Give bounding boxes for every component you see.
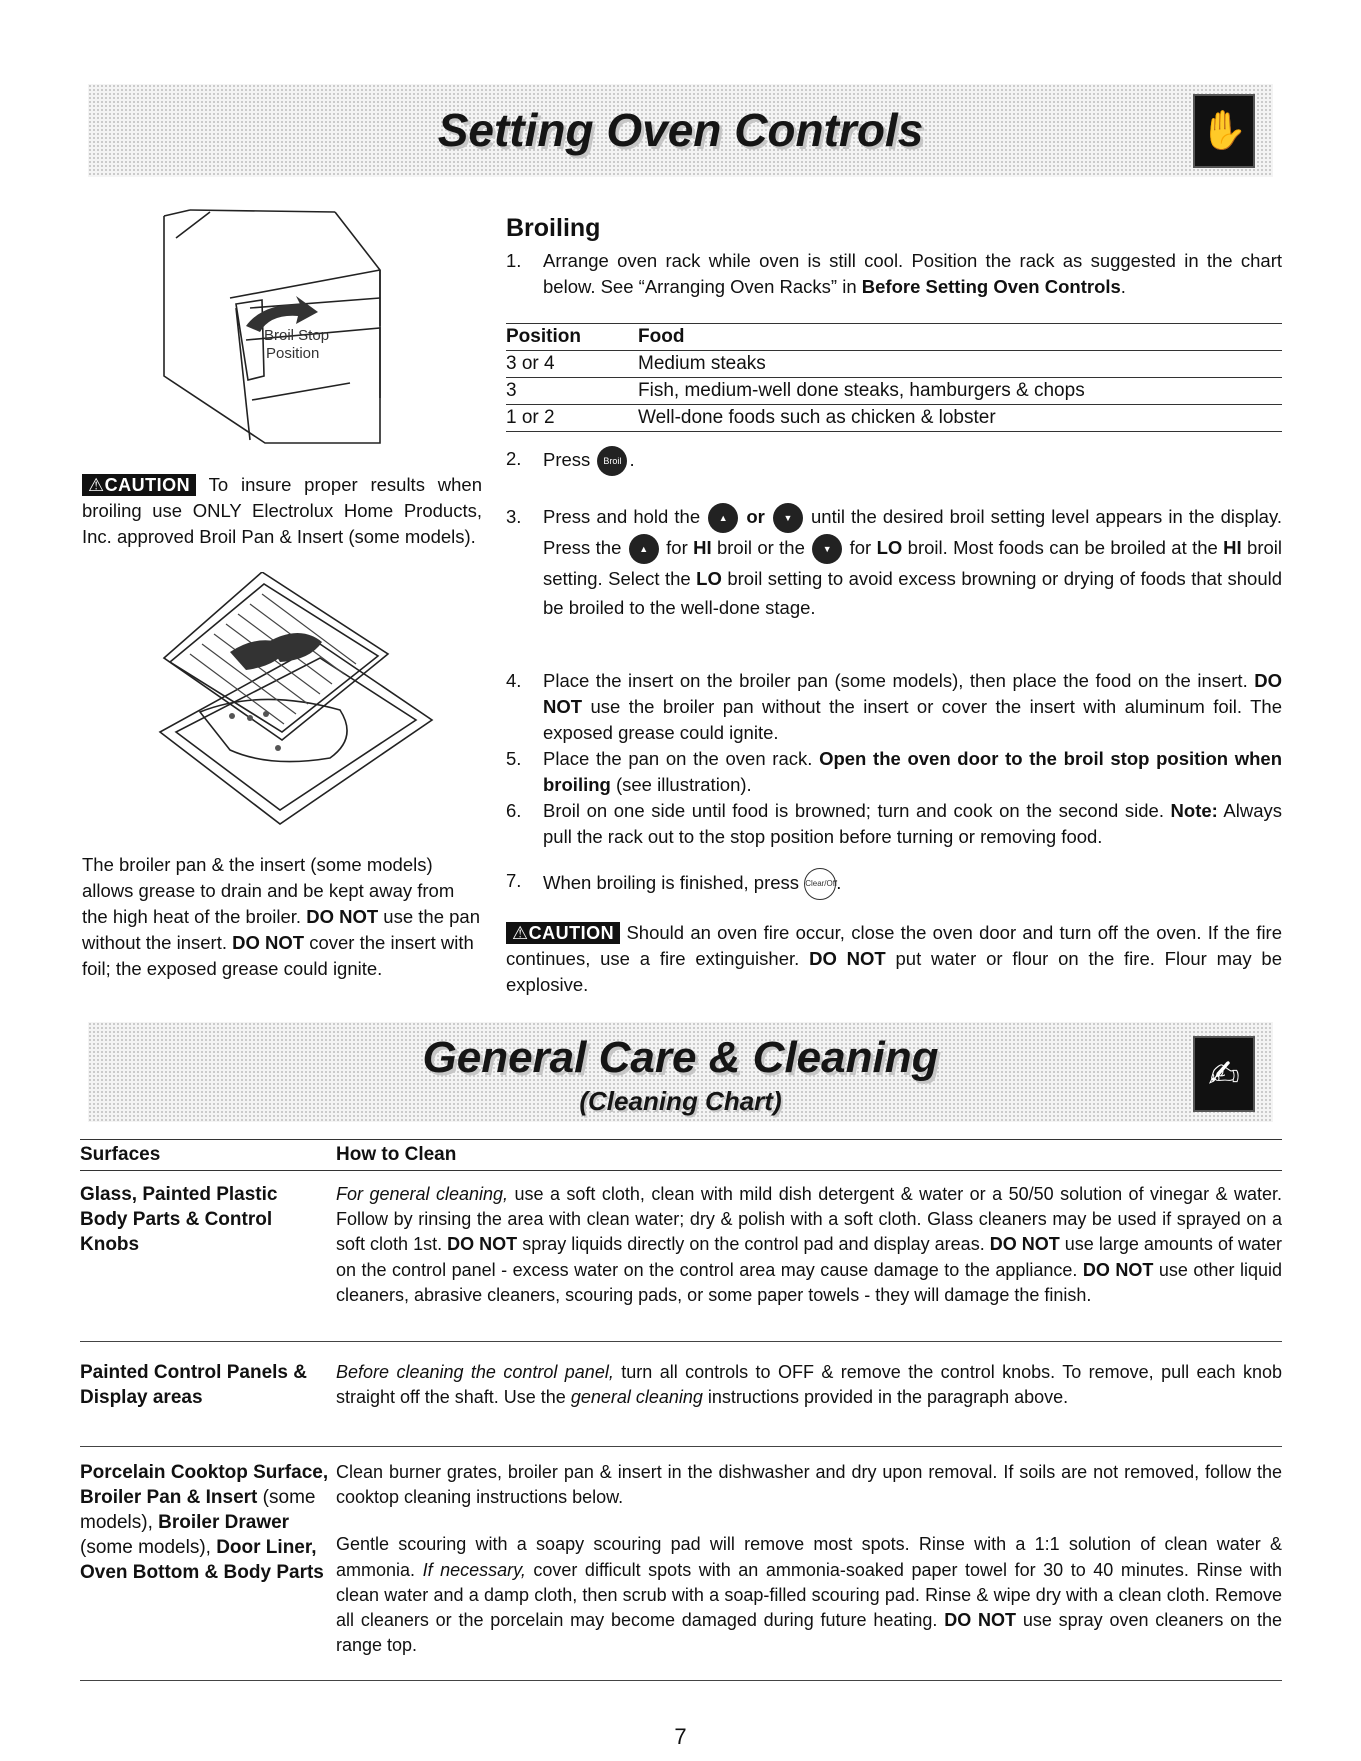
- surface-cell: Painted Control Panels & Display areas: [80, 1362, 307, 1408]
- step-text: Broil on one side until food is browned; turn and cook on the second side.: [543, 800, 1171, 821]
- section-banner-general-care: [88, 1022, 1273, 1122]
- row-divider: [80, 1341, 1282, 1342]
- table-header-row: [506, 324, 1282, 351]
- step-text: use the broiler pan without the insert or cover the insert with aluminum foil. The exposed grease could ignite.: [543, 696, 1282, 743]
- cell-emphasis: DO NOT: [989, 1234, 1060, 1255]
- step-emphasis: HI: [693, 537, 712, 559]
- cell-emphasis: For general cleaning,: [336, 1184, 509, 1204]
- step-text: Press: [543, 448, 591, 470]
- step-emphasis: LO: [696, 568, 722, 590]
- step-text: broil or the: [716, 537, 805, 559]
- caution-badge: ⚠CAUTION: [506, 922, 620, 944]
- caution-text: put water or flour on the fire. Flour may be explosive.: [506, 948, 1282, 995]
- broiler-pan-note: [82, 852, 482, 982]
- food-cell: Medium steaks: [638, 351, 1282, 378]
- step-number: 3.: [506, 506, 522, 527]
- how-to-clean-cell: [336, 1182, 1282, 1308]
- broil-stop-label: Broil Stop: [264, 327, 330, 344]
- cell-text: Broiler Drawer: [158, 1512, 290, 1533]
- step-number: 2.: [506, 448, 522, 469]
- caution-oven-fire: [506, 920, 1282, 998]
- broiling-step-1: [506, 248, 1282, 300]
- step-text: broil. Most foods can be broiled at the: [907, 537, 1218, 559]
- position-cell: 3: [506, 378, 638, 405]
- cell-text: instructions provided in the paragraph above.: [702, 1387, 1069, 1408]
- caution-badge-label: CAUTION: [104, 475, 191, 495]
- column-header-surfaces: Surfaces: [80, 1144, 161, 1165]
- note-emphasis: DO NOT: [306, 906, 379, 927]
- cell-text: (some models),: [80, 1537, 217, 1558]
- position-cell: 3 or 4: [506, 351, 638, 378]
- cell-paragraph: [336, 1532, 1282, 1658]
- step-emphasis: HI: [1223, 537, 1242, 559]
- row-divider: [80, 1446, 1282, 1447]
- step-text: broil setting to avoid excess browning or drying of foods that should be broiled to the well-done stage.: [543, 568, 1283, 619]
- step-emphasis: Note:: [1170, 800, 1218, 821]
- table-row: [506, 351, 1282, 378]
- section-subtitle: (Cleaning Chart): [579, 1086, 782, 1116]
- cell-text: spray liquids directly on the control pad and display areas.: [517, 1234, 990, 1255]
- surface-cell: [80, 1460, 330, 1585]
- step-emphasis: LO: [876, 537, 903, 559]
- cell-text: use other liquid cleaners, abrasive cleaners, scouring pads, or some paper towels - they will damage the finish.: [336, 1259, 1282, 1305]
- cell-emphasis: If necessary,: [422, 1559, 526, 1580]
- oven-broil-stop-illustration: [150, 208, 396, 452]
- page-number: 7: [674, 1724, 687, 1749]
- cell-text: cover difficult spots with an ammonia-soaked paper towel for 30 to 40 minutes. Rinse with clean water and a damp cloth, then scrub with a soap-filled scouring pad. Rinse & wipe dry with a clean cloth. Remove all cleaners or the porcelain may become damaged during future heating.: [336, 1559, 1282, 1631]
- how-to-clean-cell: [336, 1360, 1282, 1410]
- broiling-step-2: 2. Press Broil .: [506, 446, 1282, 476]
- cell-emphasis: DO NOT: [1082, 1259, 1154, 1280]
- section-banner-setting-oven-controls: [88, 84, 1273, 177]
- step-text: Arrange oven rack while oven is still cool. Position the rack as suggested in the chart below. See “Arranging Oven Racks” in: [543, 250, 1282, 297]
- note-text: The broiler pan & the insert (some models) allows grease to drain and be kept away from the high heat of the broiler.: [82, 854, 455, 927]
- caution-text: Should an oven fire occur, close the oven door and turn off the oven. If the fire continues, use a fire extinguisher.: [506, 922, 1283, 969]
- broiling-step-7: 7. When broiling is finished, press Clear/Off.: [506, 868, 1282, 900]
- cleaning-chart-header: [80, 1139, 1282, 1171]
- column-header-position: Position: [506, 324, 638, 351]
- broil-key-icon: Broil: [597, 446, 627, 476]
- step-text: Press and hold the: [543, 506, 701, 527]
- step-number: 5.: [506, 748, 522, 769]
- clear-off-key-icon: Clear/Off: [804, 868, 836, 900]
- down-arrow-key-icon: ▼: [812, 534, 842, 564]
- cell-text: Porcelain Cooktop Surface, Broiler Pan & Insert: [80, 1462, 329, 1508]
- row-divider: [80, 1680, 1282, 1681]
- up-arrow-key-icon: ▲: [629, 534, 659, 564]
- step-text: for: [849, 537, 872, 559]
- step-text: When broiling is finished, press: [543, 871, 800, 893]
- step-text: Place the pan on the oven rack.: [543, 748, 820, 769]
- table-row: [506, 378, 1282, 405]
- cell-text: Gentle scouring with a soapy scouring pad will remove most spots. Rinse with a 1:1 solution of clean water & ammonia.: [336, 1534, 1282, 1580]
- step-number: 6.: [506, 800, 522, 821]
- column-header-food: Food: [638, 324, 1282, 351]
- section-title: General Care & Cleaning: [422, 1033, 939, 1082]
- step-number: 1.: [506, 250, 522, 271]
- cleaning-hand-icon: ✍: [1193, 1036, 1255, 1112]
- column-header-how-to-clean: How to Clean: [336, 1144, 457, 1165]
- caution-emphasis: DO NOT: [809, 948, 886, 969]
- section-title: Setting Oven Controls: [437, 104, 924, 156]
- position-label: Position: [266, 345, 320, 362]
- cell-text: use spray oven cleaners on the range top.: [336, 1610, 1282, 1656]
- step-text: (see illustration).: [610, 774, 752, 795]
- note-text: cover the insert with foil; the exposed grease could ignite.: [82, 932, 474, 979]
- down-arrow-key-icon: ▼: [773, 503, 803, 533]
- step-emphasis: DO NOT: [543, 670, 1282, 717]
- note-emphasis: DO NOT: [232, 932, 305, 953]
- food-cell: Well-done foods such as chicken & lobster: [638, 405, 1282, 432]
- caution-badge: ⚠CAUTION: [82, 474, 196, 496]
- step-text: for: [666, 537, 688, 559]
- table-row: [506, 405, 1282, 432]
- broiling-heading: Broiling: [506, 214, 601, 242]
- broiling-steps-4-6: [506, 668, 1282, 850]
- step-emphasis: or: [746, 506, 765, 527]
- broiling-step-3: [506, 502, 1282, 622]
- step-emphasis: Open the oven door to the broil stop position when broiling: [543, 748, 1282, 795]
- cell-text: turn all controls to OFF & remove the control knobs. To remove, pull each knob straight off the shaft. Use the: [336, 1362, 1283, 1408]
- cell-text: Door Liner, Oven Bottom & Body Parts: [80, 1537, 324, 1583]
- cell-text: Clean burner grates, broiler pan & insert in the dishwasher and dry upon removal. If soils are not removed, follow the cooktop cleaning instructions below.: [336, 1462, 1282, 1508]
- caution-badge-label: CAUTION: [528, 923, 615, 943]
- step-number: 7.: [506, 870, 522, 891]
- step-emphasis: Before Setting Oven Controls: [861, 276, 1121, 297]
- cell-emphasis: general cleaning: [570, 1387, 703, 1408]
- step-number: 4.: [506, 670, 522, 691]
- position-cell: 1 or 2: [506, 405, 638, 432]
- step-text: Always pull the rack out to the stop position before turning or removing food.: [543, 800, 1282, 847]
- cell-text: (some models),: [80, 1487, 316, 1533]
- food-cell: Fish, medium-well done steaks, hamburgers & chops: [638, 378, 1282, 405]
- cell-text: use large amounts of water on the control panel - excess water on the control area may cause damage to the appliance.: [336, 1234, 1283, 1280]
- hand-dial-icon: ✋: [1193, 94, 1255, 168]
- step-text: Place the insert on the broiler pan (some models), then place the food on the insert.: [543, 670, 1255, 691]
- step-text: .: [1120, 276, 1126, 297]
- step-text: broil setting. Select the: [543, 537, 1283, 590]
- up-arrow-key-icon: ▲: [708, 503, 738, 533]
- cell-emphasis: Before cleaning the control panel,: [336, 1362, 614, 1382]
- surface-cell: Glass, Painted Plastic Body Parts & Control Knobs: [80, 1184, 278, 1255]
- cell-emphasis: DO NOT: [447, 1234, 518, 1255]
- broiler-pan-insert-illustration: [150, 572, 440, 837]
- cell-emphasis: DO NOT: [944, 1610, 1017, 1631]
- how-to-clean-cell: [336, 1460, 1282, 1658]
- rack-position-table: [506, 323, 1282, 432]
- cell-text: use a soft cloth, clean with mild dish detergent & water or a 50/50 solution of vinegar & water. Follow by rinsing the area with clean water; dry & polish with a soft cloth. Glass cleaners may be used if sprayed on a soft cloth 1st.: [336, 1184, 1282, 1255]
- note-text: use the pan without the insert.: [82, 906, 481, 953]
- step-text: until the desired broil setting level appears in the display. Press the: [543, 506, 1282, 559]
- caution-text: To insure proper results when broiling use ONLY Electrolux Home Products, Inc. approved Broil Pan & Insert (some models).: [82, 474, 482, 547]
- caution-broil-pan: [82, 472, 482, 550]
